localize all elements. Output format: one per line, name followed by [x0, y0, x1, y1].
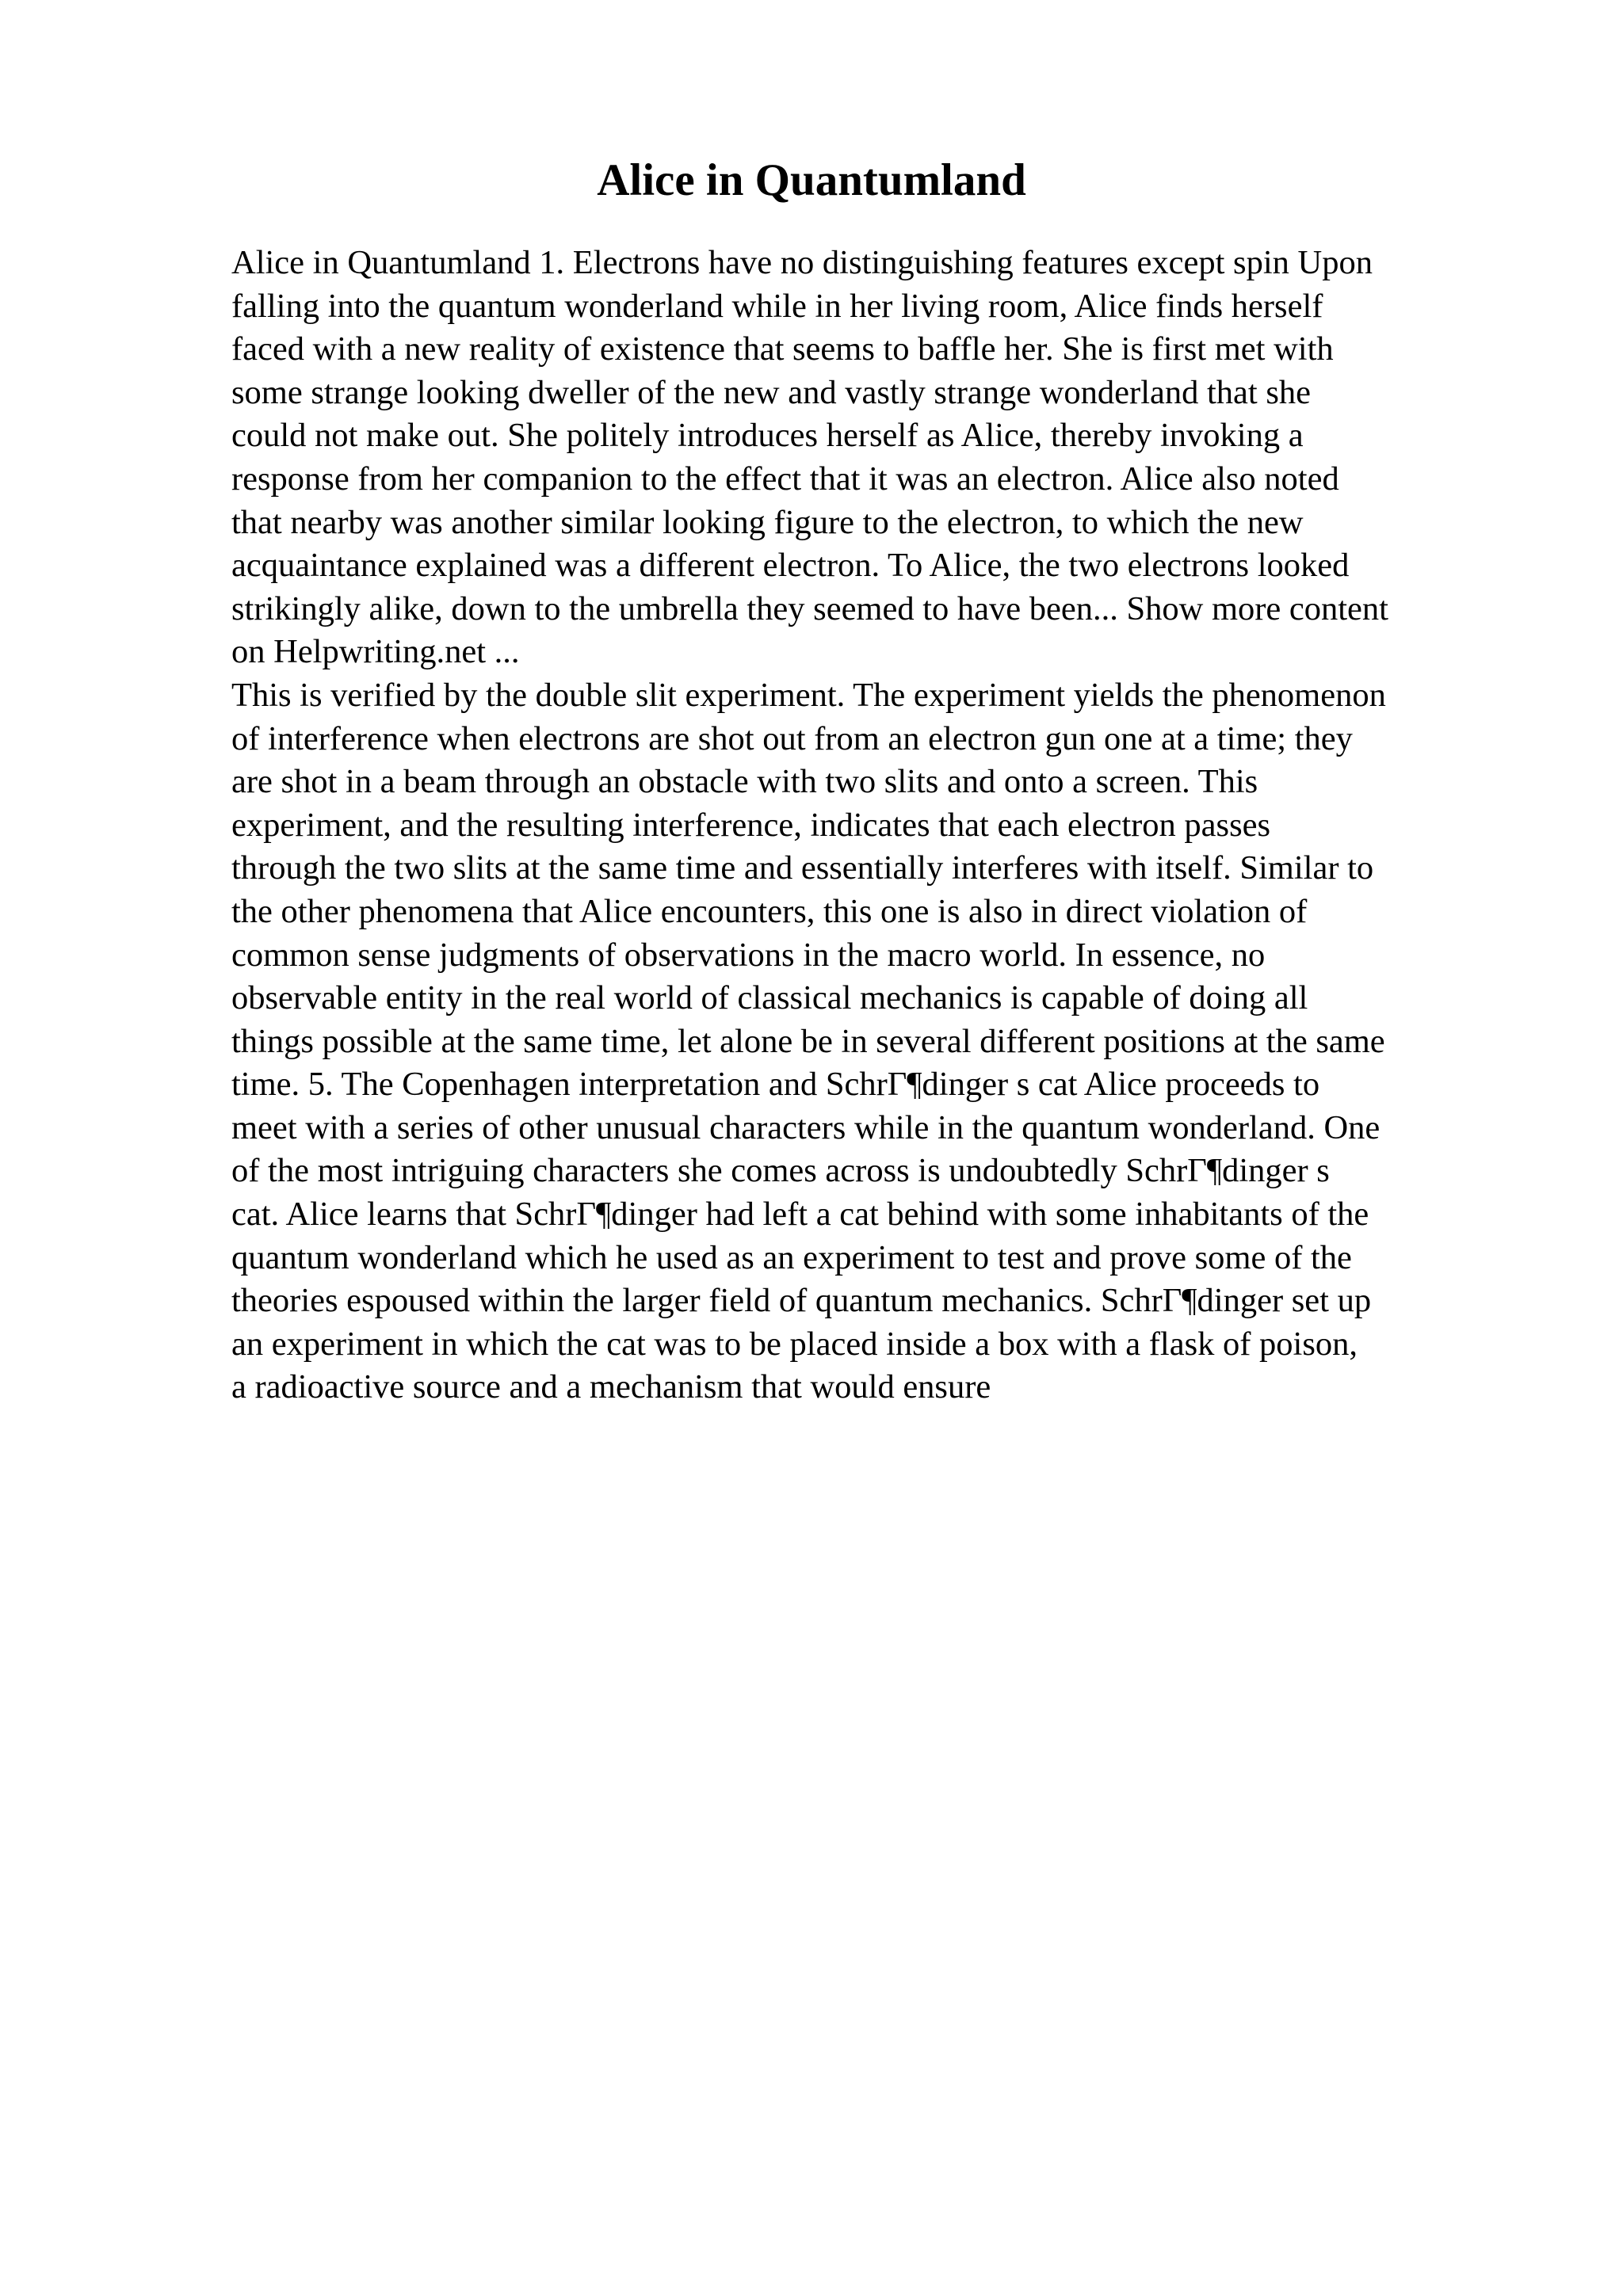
- body-line: time. 5. The Copenhagen interpretation and SchrΓ¶dinger s cat Alice proceeds to: [231, 1066, 1320, 1104]
- body-line: experiment, and the resulting interference, indicates that each electron passes: [231, 806, 1271, 844]
- body-line: This is verified by the double slit experiment. The experiment yields the phenomenon: [231, 676, 1386, 714]
- body-line: common sense judgments of observations in the macro world. In essence, no: [231, 936, 1266, 974]
- body-line: through the two slits at the same time and essentially interferes with itself. Similar to: [231, 849, 1374, 887]
- body-line: strikingly alike, down to the umbrella they seemed to have been... Show more content: [231, 589, 1388, 627]
- body-line: on Helpwriting.net ...: [231, 633, 520, 671]
- body-line: faced with a new reality of existence that seems to baffle her. She is first met with: [231, 330, 1334, 368]
- body-line: observable entity in the real world of classical mechanics is capable of doing all: [231, 979, 1308, 1017]
- body-line: a radioactive source and a mechanism that would ensure: [231, 1368, 991, 1406]
- body-line: falling into the quantum wonderland while in her living room, Alice finds herself: [231, 287, 1323, 325]
- document-body: [231, 242, 1515, 1409]
- body-line: meet with a series of other unusual characters while in the quantum wonderland. One: [231, 1108, 1381, 1146]
- body-line: that nearby was another similar looking figure to the electron, to which the new: [231, 503, 1304, 541]
- body-line: Alice in Quantumland 1. Electrons have no distinguishing features except spin Upon: [231, 244, 1373, 281]
- document-title: Alice in Quantumland: [597, 155, 1026, 205]
- body-line: things possible at the same time, let alone be in several different positions at the same: [231, 1022, 1385, 1060]
- body-line: an experiment in which the cat was to be placed inside a box with a flask of poison,: [231, 1325, 1358, 1363]
- body-line: of interference when electrons are shot out from an electron gun one at a time; they: [231, 719, 1353, 757]
- body-line: response from her companion to the effect that it was an electron. Alice also noted: [231, 460, 1339, 498]
- body-line: could not make out. She politely introduces herself as Alice, thereby invoking a: [231, 417, 1304, 455]
- body-line: some strange looking dweller of the new and vastly strange wonderland that she: [231, 373, 1311, 411]
- body-line: cat. Alice learns that SchrΓ¶dinger had left a cat behind with some inhabitants of the: [231, 1196, 1369, 1234]
- body-line: quantum wonderland which he used as an experiment to test and prove some of the: [231, 1238, 1352, 1276]
- body-line: of the most intriguing characters she comes across is undoubtedly SchrΓ¶dinger s: [231, 1152, 1330, 1190]
- body-line: theories espoused within the larger field of quantum mechanics. SchrΓ¶dinger set up: [231, 1282, 1372, 1320]
- body-line: the other phenomena that Alice encounters, this one is also in direct violation of: [231, 892, 1308, 930]
- body-line: acquaintance explained was a different electron. To Alice, the two electrons looked: [231, 547, 1350, 585]
- body-line: are shot in a beam through an obstacle with two slits and onto a screen. This: [231, 763, 1258, 801]
